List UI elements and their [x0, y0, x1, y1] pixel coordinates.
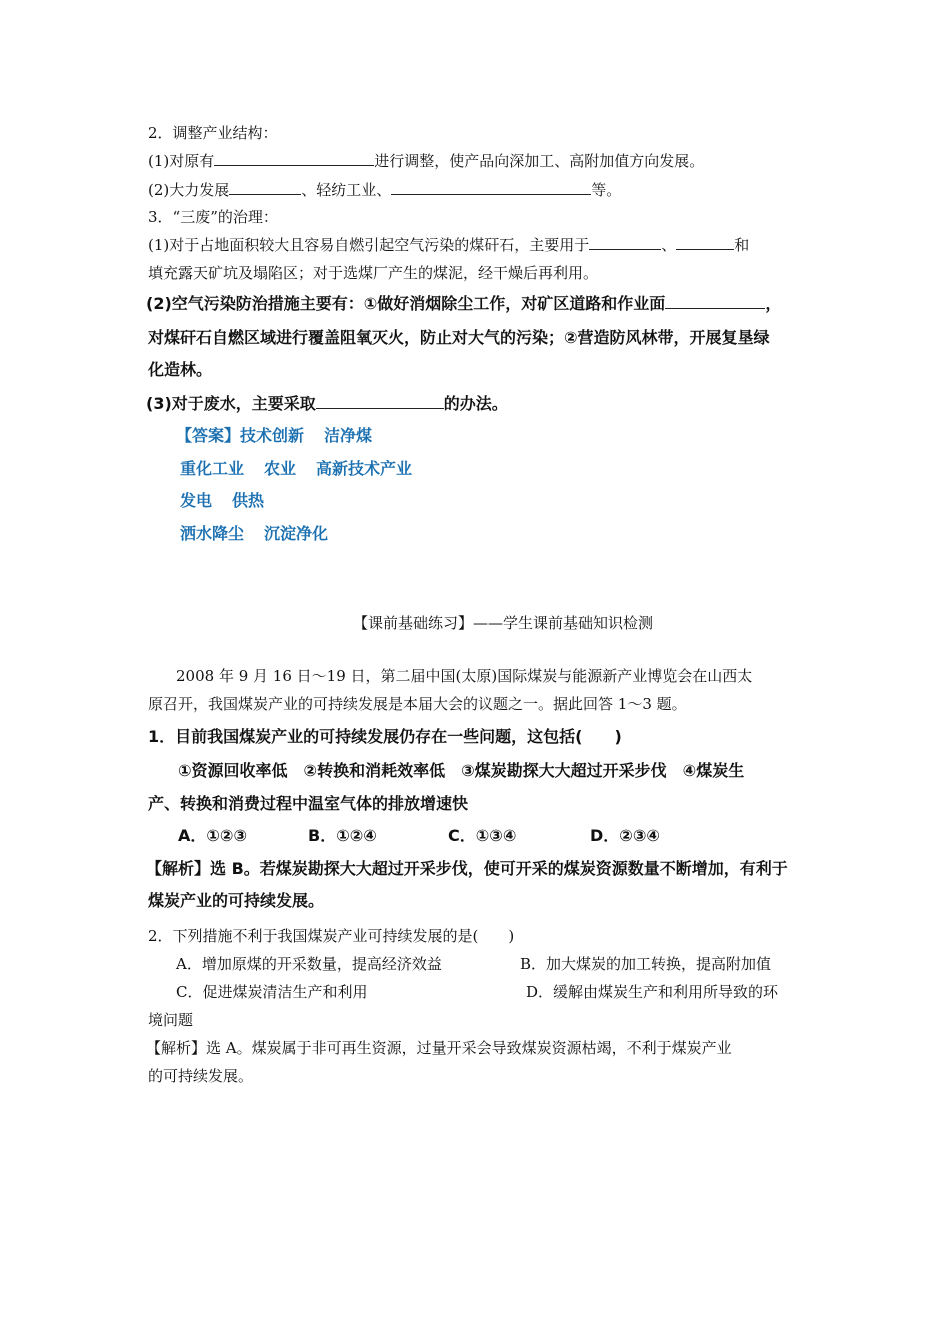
option-a: A．①②③ [178, 826, 248, 845]
question-1-analysis-line-2: 煤炭产业的可持续发展。 [148, 891, 325, 910]
option-d: D．②③④ [590, 826, 660, 845]
question-2-option-b: B．加大煤炭的加工转换，提高附加值 [520, 955, 772, 973]
practice-title: 【课前基础练习】——学生课前基础知识检测 [352, 614, 653, 632]
section-2-item-2: (2)大力发展 、轻纺工业、 等。 [148, 181, 622, 199]
section-3-item-2-line-1: (2)空气污染防治措施主要有：①做好消烟除尘工作，对矿区道路和作业面 ， [146, 294, 782, 313]
answer-row-3: 发电 供热 [180, 491, 265, 510]
option-c: C．①③④ [448, 826, 517, 845]
question-2-option-d-line-2: 境问题 [148, 1011, 194, 1029]
question-2-analysis-line-2: 的可持续发展。 [148, 1067, 254, 1085]
question-2-stem: 2．下列措施不利于我国煤炭产业可持续发展的是( ) [148, 927, 515, 945]
option-b: B．①②④ [308, 826, 377, 845]
question-2-analysis-line-1: 【解析】选 A。煤炭属于非可再生资源，过量开采会导致煤炭资源枯竭，不利于煤炭产业 [146, 1039, 732, 1057]
question-2-option-d-line-1: D．缓解由煤炭生产和利用所导致的环 [526, 983, 779, 1001]
section-3-heading: 3．“三废”的治理： [148, 208, 278, 226]
question-1-items-line-1: ①资源回收率低 ②转换和消耗效率低 ③煤炭勘探大大超过开采步伐 ④煤炭生 [178, 761, 745, 780]
section-2-heading: 2．调整产业结构： [148, 124, 278, 142]
section-3-item-1-line-2: 填充露天矿坑及塌陷区；对于选煤厂产生的煤泥，经干燥后再利用。 [148, 264, 599, 282]
answer-label: 【答案】 [176, 426, 241, 445]
fill-blank [589, 235, 661, 250]
fill-blank [665, 294, 765, 309]
answer-row-2: 重化工业 农业 高新技术产业 [180, 459, 413, 478]
section-3-item-2-line-3: 化造林。 [148, 360, 213, 379]
answer-row-4: 洒水降尘 沉淀净化 [180, 524, 329, 543]
practice-intro-line-1: 2008 年 9 月 16 日～19 日，第二届中国(太原)国际煤炭与能源新产业博览会在山西太 [176, 667, 753, 685]
question-1-stem: 1．目前我国煤炭产业的可持续发展仍存在一些问题，这包括( ) [148, 727, 622, 746]
question-2-option-a: A．增加原煤的开采数量，提高经济效益 [176, 955, 442, 973]
section-3-item-3: (3)对于废水，主要采取 的办法。 [146, 394, 508, 413]
question-2-option-c: C．促进煤炭清洁生产和利用 [176, 983, 368, 1001]
fill-blank [229, 180, 301, 195]
fill-blank [214, 151, 374, 166]
question-1-analysis-line-1: 【解析】选 B。若煤炭勘探大大超过开采步伐，使可开采的煤炭资源数量不断增加，有利于 [146, 859, 788, 878]
question-1-items-line-2: 产、转换和消费过程中温室气体的排放增速快 [148, 794, 469, 813]
section-3-item-2-line-2: 对煤矸石自燃区域进行覆盖阻氧灭火，防止对大气的污染；②营造防风林带，开展复垦绿 [148, 328, 770, 347]
answer-row-1: 【答案】技术创新 洁净煤 [176, 426, 373, 445]
fill-blank [316, 394, 444, 409]
section-2-item-1: (1)对原有 进行调整，使产品向深加工、高附加值方向发展。 [148, 152, 705, 170]
fill-blank [676, 235, 734, 250]
practice-intro-line-2: 原召开，我国煤炭产业的可持续发展是本届大会的议题之一。据此回答 1～3 题。 [148, 695, 687, 713]
section-3-item-1-line-1: (1)对于占地面积较大且容易自燃引起空气污染的煤矸石，主要用于 、 和 [148, 236, 750, 254]
fill-blank [391, 180, 591, 195]
question-1-options [178, 826, 660, 846]
